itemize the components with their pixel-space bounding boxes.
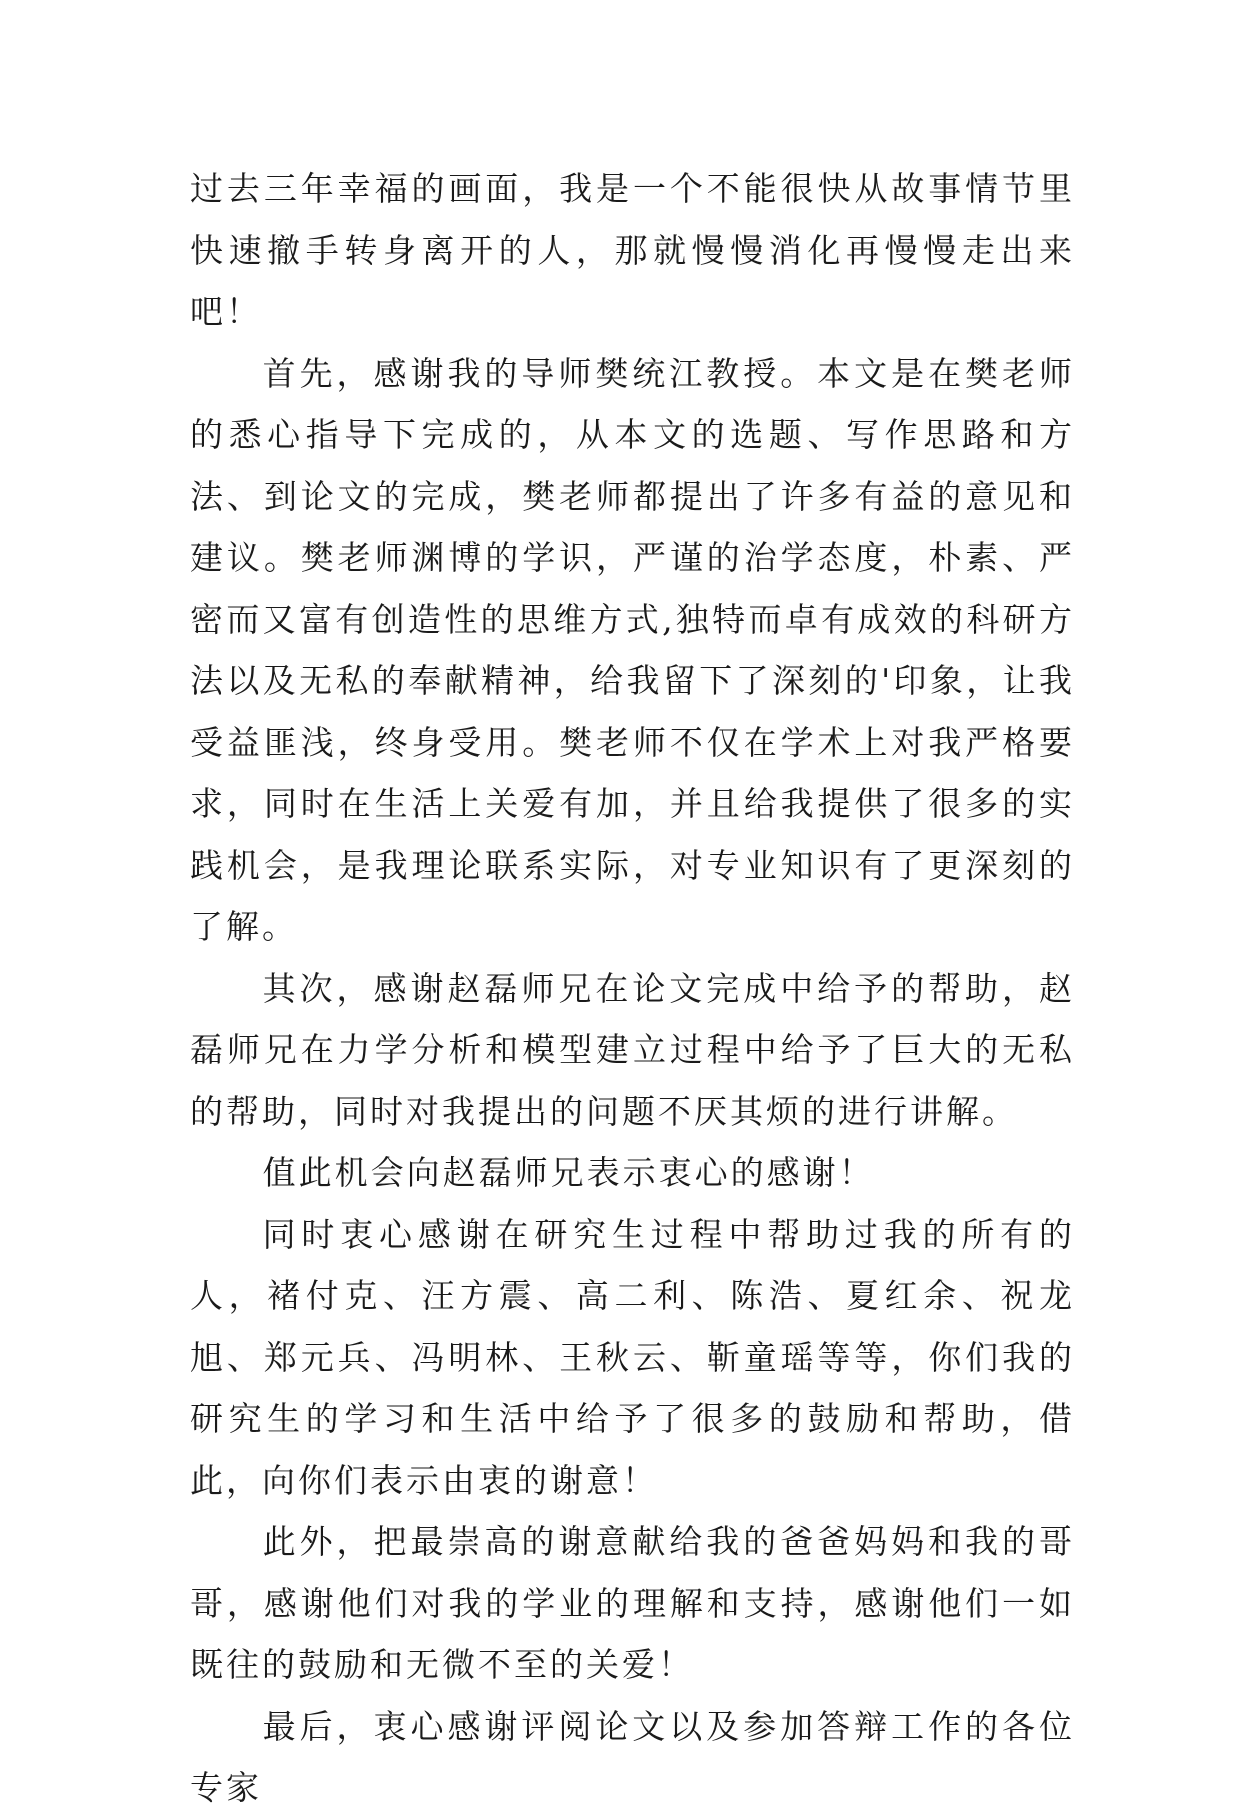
paragraph-reviewers-thanks: 最后，衷心感谢评阅论文以及参加答辩工作的各位专家 xyxy=(190,1706,1075,1807)
acknowledgement-body xyxy=(190,158,1075,1819)
paragraph-classmates-thanks: 同时衷心感谢在研究生过程中帮助过我的所有的人，褚付克、汪方震、高二利、陈浩、夏红余、祝龙旭、郑元兵、冯明林、王秋云、靳童瑶等等，你们我的研究生的学习和生活中给予了很多的鼓励和帮助，借此，向你们表示由衷的谢意！ xyxy=(190,1214,1075,1500)
paragraph-senior-gratitude: 值此机会向赵磊师兄表示衷心的感谢！ xyxy=(262,1153,875,1192)
paragraph-continuation: 过去三年幸福的画面，我是一个不能很快从故事情节里快速撤手转身离开的人，那就慢慢消化再慢慢走出来吧！ xyxy=(190,169,1075,331)
paragraph-family-thanks: 此外，把最崇高的谢意献给我的爸爸妈妈和我的哥哥，感谢他们对我的学业的理解和支持，感谢他们一如既往的鼓励和无微不至的关爱！ xyxy=(190,1522,1075,1684)
paragraph-senior-thanks: 其次，感谢赵磊师兄在论文完成中给予的帮助，赵磊师兄在力学分析和模型建立过程中给予了巨大的无私的帮助，同时对我提出的问题不厌其烦的进行讲解。 xyxy=(190,968,1075,1131)
paragraph-advisor-thanks: 首先，感谢我的导师樊统江教授。本文是在樊老师的悉心指导下完成的，从本文的选题、写作思路和方法、到论文的完成，樊老师都提出了许多有益的意见和建议。樊老师渊博的学识，严谨的治学态度，朴素、严密而又富有创造性的思维方式,独特而卓有成效的科研方法以及无私的奉献精神，给我留下了深刻的'印象，让我受益匪浅，终身受用。樊老师不仅在学术上对我严格要求，同时在生活上关爱有加，并且给我提供了很多的实践机会，是我理论联系实际，对专业知识有了更深刻的了解。 xyxy=(190,353,1075,946)
